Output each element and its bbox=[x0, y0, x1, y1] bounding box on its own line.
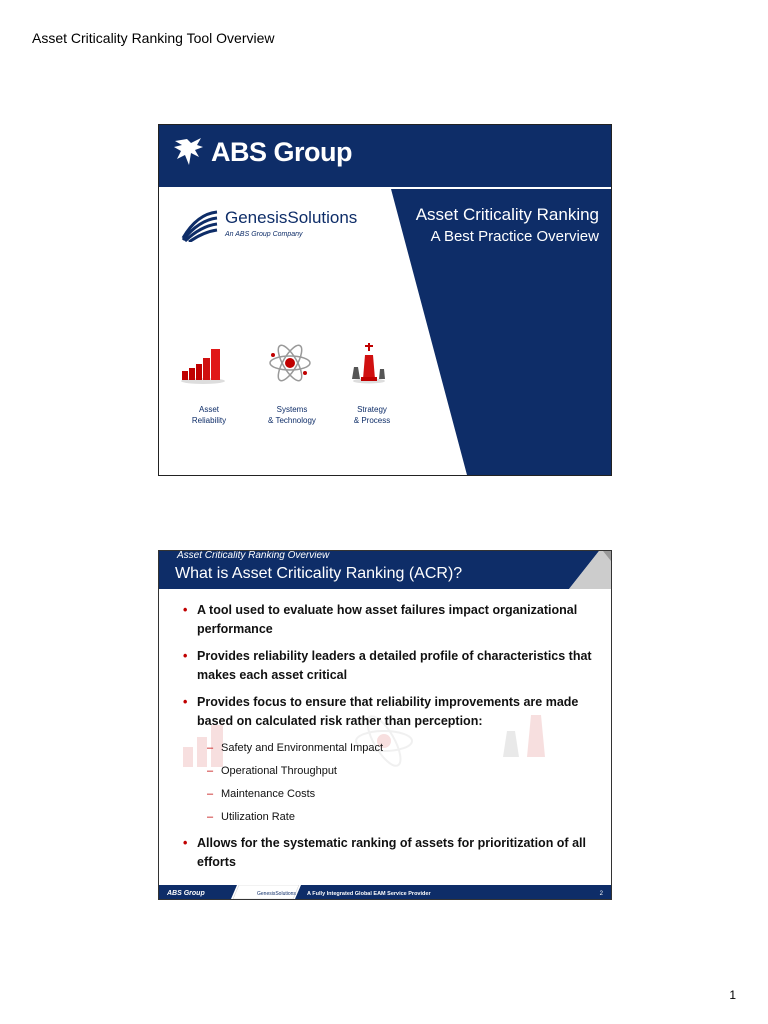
title-slide bbox=[158, 124, 612, 476]
pillar-label-strategy bbox=[341, 404, 403, 426]
bullet-item: • Provides focus to ensure that reliability improvements are made based on calculated risk rather than perception: bbox=[183, 695, 579, 728]
atom-icon bbox=[267, 341, 313, 385]
pillar-asset-line2: Reliability bbox=[191, 416, 227, 425]
bullet-text: Provides reliability leaders a detailed profile of characteristics that makes each asset critical bbox=[197, 649, 592, 682]
pillar-strategy-line2: & Process bbox=[353, 416, 391, 425]
content-slide bbox=[158, 550, 612, 900]
sub-bullet-item: – Utilization Rate bbox=[207, 811, 295, 823]
bullet-list bbox=[183, 601, 593, 880]
genesis-solutions-logo bbox=[181, 208, 357, 242]
sub-bullet-item: – Maintenance Costs bbox=[207, 788, 316, 800]
pillar-asset-line1: Asset bbox=[198, 405, 219, 414]
footer-slide-number: 2 bbox=[599, 891, 603, 897]
sub-bullet-text: Maintenance Costs bbox=[221, 788, 316, 800]
eagle-icon bbox=[173, 135, 205, 169]
genesis-name-bold: Solutions bbox=[287, 208, 358, 227]
sub-bullet-item: – Operational Throughput bbox=[207, 765, 337, 777]
slide-heading: What is Asset Criticality Ranking (ACR)? bbox=[175, 565, 463, 582]
page-number: 1 bbox=[729, 988, 736, 1002]
slide-title: Asset Criticality Ranking bbox=[415, 205, 599, 224]
abs-group-wordmark: ABS Group bbox=[211, 136, 352, 167]
slide-kicker: Asset Criticality Ranking Overview bbox=[177, 550, 330, 561]
sub-bullet-item: – Safety and Environmental Impact bbox=[207, 742, 384, 754]
genesis-tagline: An ABS Group Company bbox=[225, 231, 303, 238]
pillar-label-systems bbox=[257, 404, 327, 426]
pillar-label-asset bbox=[181, 404, 237, 426]
sub-bullet-text: Operational Throughput bbox=[221, 765, 337, 777]
bullet-text: Allows for the systematic ranking of assets for prioritization of all efforts bbox=[197, 836, 586, 869]
bullet-item: • Provides reliability leaders a detailed profile of characteristics that makes each asset critical bbox=[183, 649, 592, 682]
slide-title-block bbox=[416, 205, 599, 245]
slide-subtitle: A Best Practice Overview bbox=[430, 228, 599, 245]
pillar-systems-line1: Systems bbox=[276, 405, 308, 414]
pillar-strategy-line1: Strategy bbox=[357, 405, 387, 414]
genesis-name-light: Genesis bbox=[225, 208, 288, 227]
bullet-text: Provides focus to ensure that reliability improvements are made based on calculated risk rather than perception: bbox=[197, 695, 579, 728]
bullet-text: A tool used to evaluate how asset failures impact organizational performance bbox=[197, 603, 578, 636]
chess-king-icon bbox=[349, 341, 389, 385]
bullet-item: • A tool used to evaluate how asset failures impact organizational performance bbox=[183, 603, 578, 636]
footer-genesis-logo: GenesisSolutions bbox=[257, 891, 296, 897]
document-title: Asset Criticality Ranking Tool Overview bbox=[32, 30, 275, 46]
banner-divider bbox=[159, 187, 611, 189]
bar-chart-icon bbox=[179, 343, 227, 385]
footer-tagline: A Fully Integrated Global EAM Service Provider bbox=[307, 891, 431, 897]
pillar-systems-line2: & Technology bbox=[268, 416, 316, 425]
sub-bullet-text: Safety and Environmental Impact bbox=[221, 742, 384, 754]
sub-bullet-text: Utilization Rate bbox=[221, 811, 295, 823]
footer-abs-logo: ABS Group bbox=[167, 890, 205, 897]
abs-group-logo bbox=[173, 135, 352, 169]
genesis-swoosh-icon bbox=[181, 208, 219, 242]
bullet-item: • Allows for the systematic ranking of assets for prioritization of all efforts bbox=[183, 836, 586, 869]
